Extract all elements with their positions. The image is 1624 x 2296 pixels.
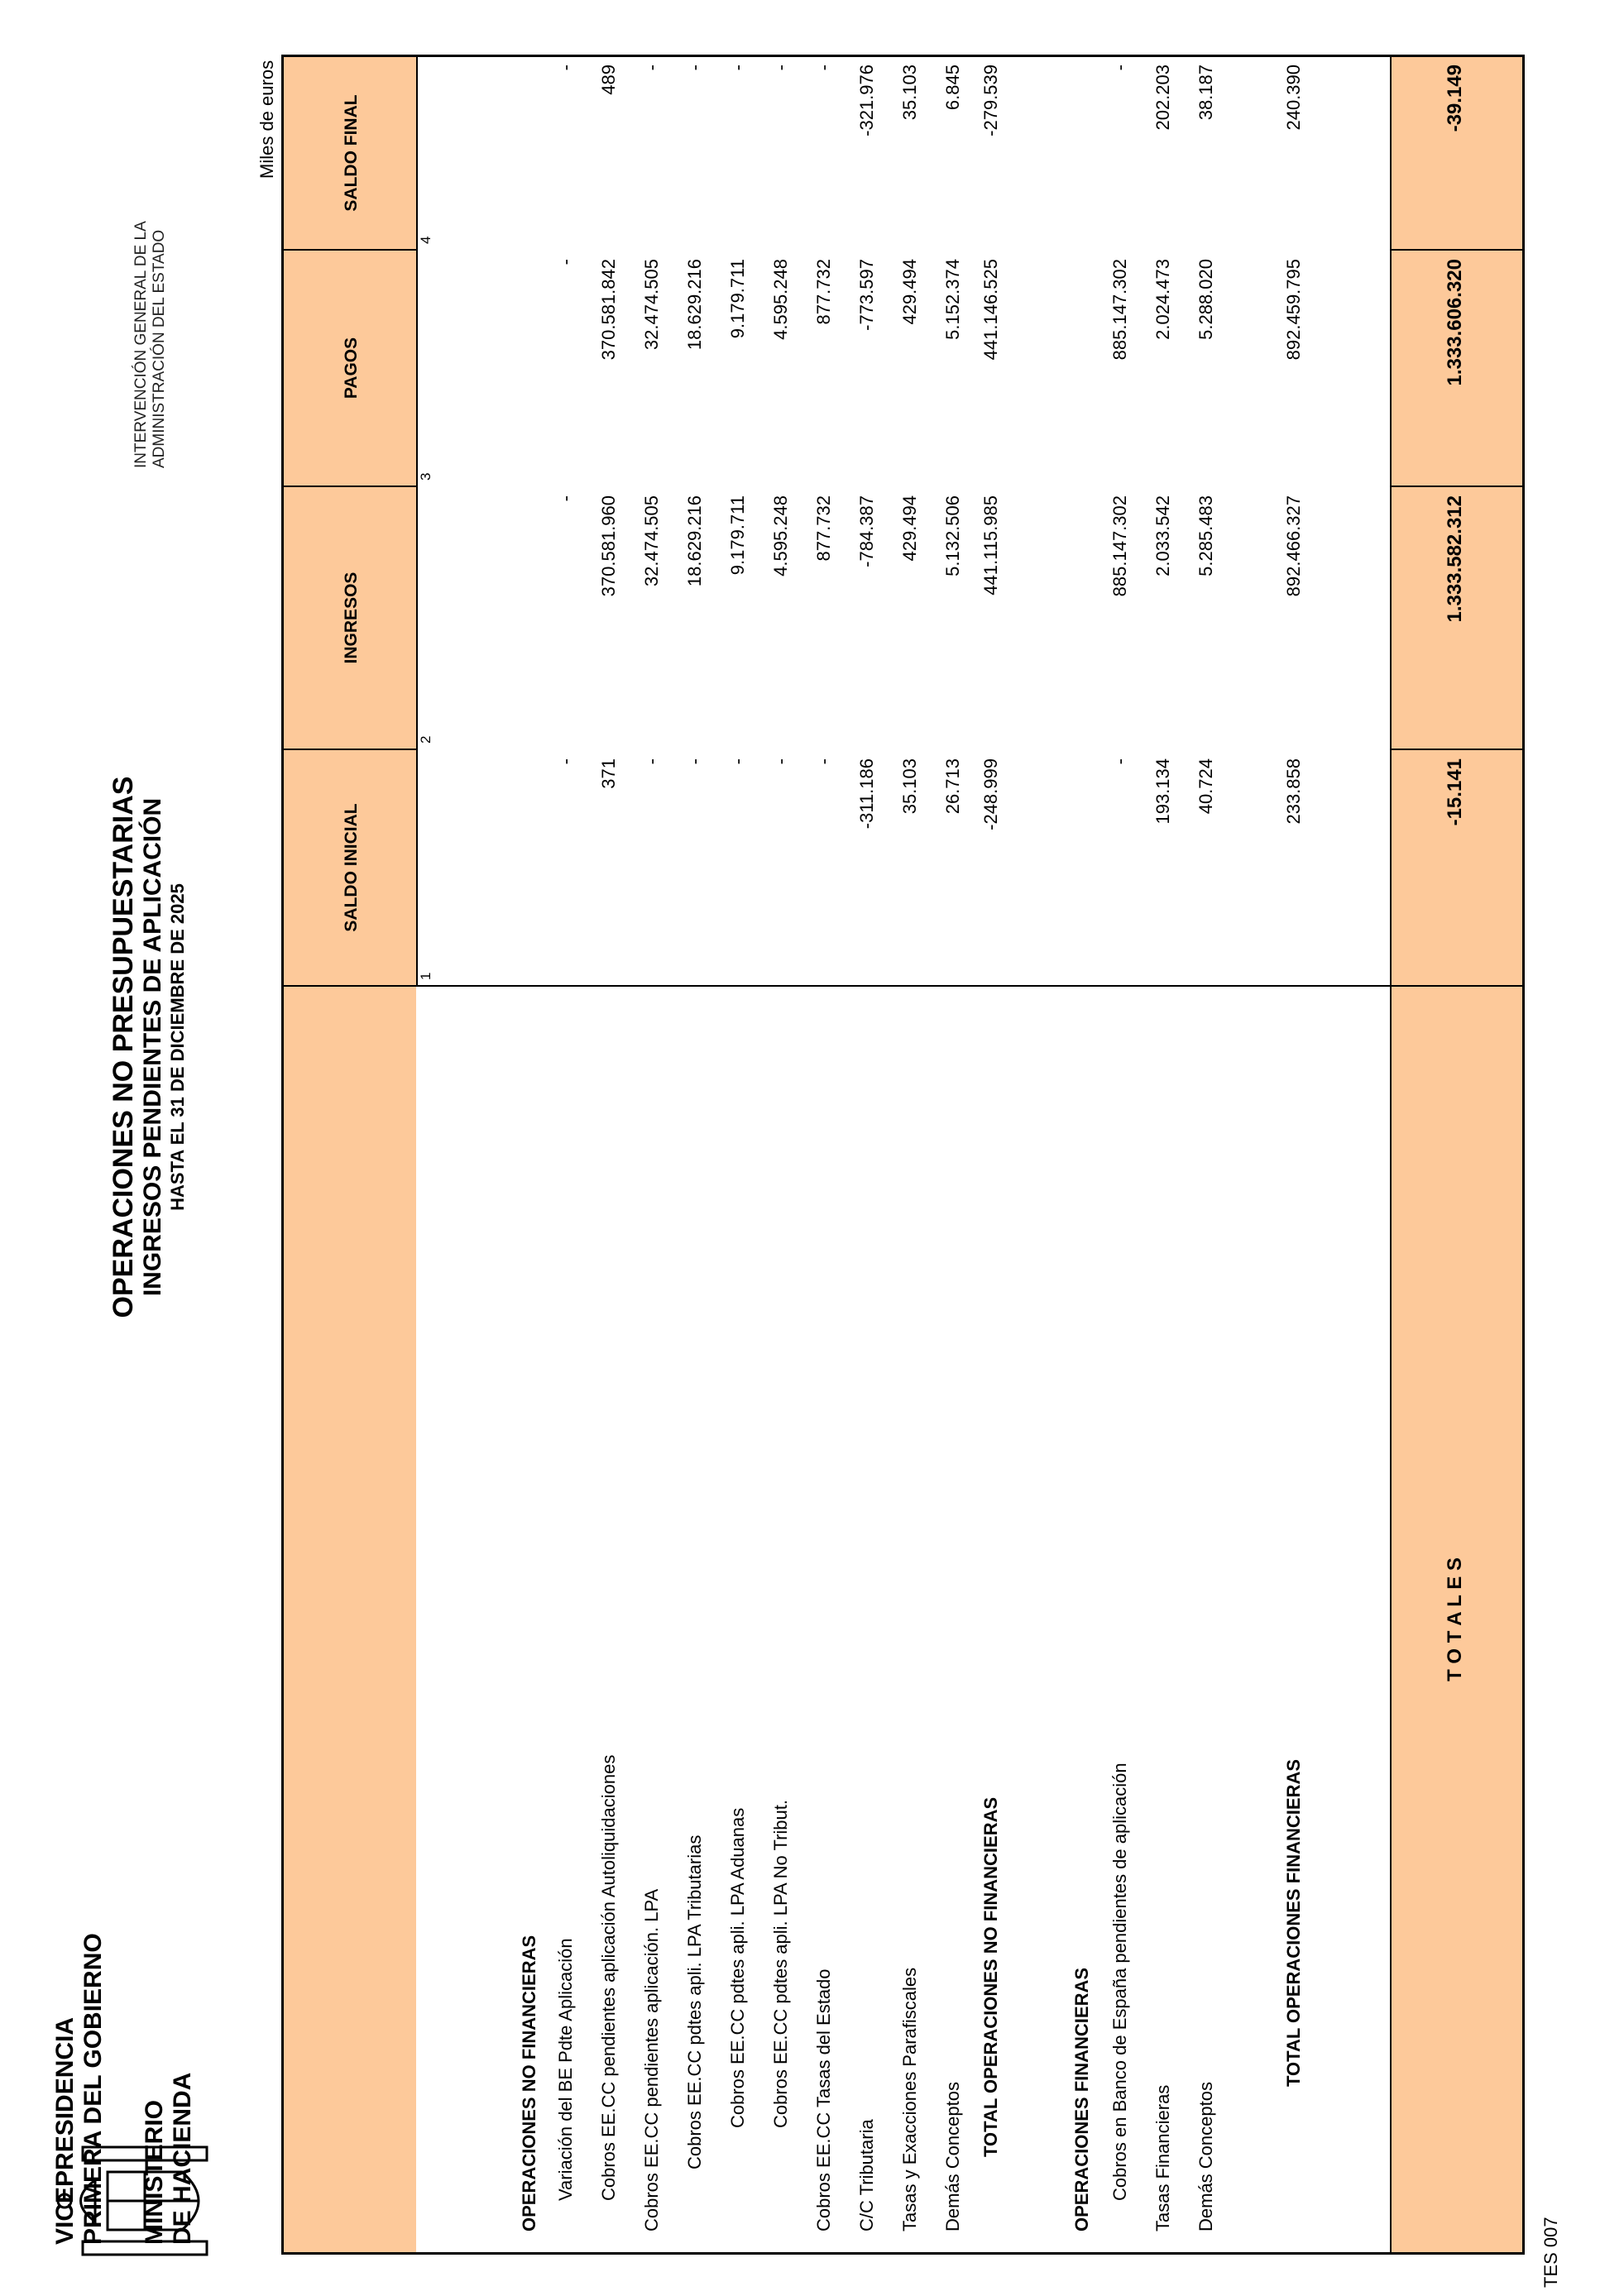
cell-saldo-final: -279.539 (980, 65, 1001, 136)
column-header-ingresos: INGRESOS (342, 572, 361, 664)
cell-ingresos: 9.179.711 (727, 495, 748, 576)
cell-pagos: 370.581.842 (598, 259, 619, 361)
cell-pagos: 5.152.374 (942, 259, 963, 340)
cell-pagos: - (555, 259, 576, 265)
header-ministerio: MINISTERIO (141, 2099, 168, 2245)
cell-saldo-final: 489 (598, 65, 619, 95)
cell-pagos: 32.474.505 (641, 259, 662, 351)
cell-ingresos: 2.033.542 (1152, 495, 1173, 576)
cell-saldo-final: 35.103 (899, 65, 920, 121)
cell-saldo-inicial: 26.713 (942, 758, 963, 815)
row-label: Demás Conceptos (1195, 2082, 1216, 2231)
cell-saldo-inicial: -248.999 (980, 758, 1001, 830)
cell-saldo-final: 240.390 (1283, 65, 1304, 131)
data-table (281, 55, 1525, 2255)
column-number-1: 1 (418, 972, 434, 980)
cell-pagos: 885.147.302 (1109, 259, 1130, 361)
row-label: Cobros EE.CC pendientes aplicación Autoliquidaciones (598, 1754, 619, 2201)
cell-pagos: 18.629.216 (684, 259, 705, 351)
igae-line1: INTERVENCIÓN GENERAL DE LA (132, 221, 150, 468)
cell-saldo-inicial: - (555, 758, 576, 765)
total-pagos: 1.333.606.320 (1444, 259, 1466, 386)
cell-pagos: 2.024.473 (1152, 259, 1173, 340)
row-label: Tasas y Exacciones Parafiscales (899, 1967, 920, 2231)
cell-saldo-final: - (813, 65, 834, 71)
cell-ingresos: 429.494 (899, 495, 920, 562)
cell-ingresos: - (555, 495, 576, 502)
row-label: Demás Conceptos (942, 2082, 963, 2231)
row-label: Cobros EE.CC Tasas del Estado (813, 1968, 834, 2231)
cell-pagos: 877.732 (813, 259, 834, 325)
header-de-hacienda: DE HACIENDA (169, 2072, 196, 2245)
cell-saldo-inicial: 233.858 (1283, 758, 1304, 825)
cell-pagos: 429.494 (899, 259, 920, 325)
cell-pagos: 4.595.248 (770, 259, 791, 340)
row-label-total: TOTAL OPERACIONES FINANCIERAS (1283, 1758, 1304, 2087)
cell-saldo-inicial: - (1109, 758, 1130, 765)
row-label: Variación del BE Pdte Aplicación (555, 1938, 576, 2201)
cell-saldo-inicial: 35.103 (899, 758, 920, 815)
cell-ingresos: 441.115.985 (980, 495, 1001, 596)
column-number-3: 3 (418, 472, 434, 481)
document-code: TES 007 (1540, 2217, 1561, 2288)
column-header-saldo-final: SALDO FINAL (342, 94, 361, 212)
cell-ingresos: 892.466.327 (1283, 495, 1304, 597)
cell-saldo-inicial: 193.134 (1152, 758, 1173, 825)
row-label: Cobros en Banco de España pendientes de aplicación (1109, 1763, 1130, 2201)
section-title-financieras: OPERACIONES FINANCIERAS (1071, 1967, 1092, 2231)
cell-saldo-inicial: - (641, 758, 662, 765)
row-label: C/C Tributaria (856, 2119, 877, 2231)
title-operaciones: OPERACIONES NO PRESUPUESTARIAS (108, 776, 139, 1318)
cell-pagos: 9.179.711 (727, 259, 748, 339)
row-label: Cobros EE.CC pdtes apli. LPA No Tribut. (770, 1800, 791, 2128)
cell-saldo-final: - (641, 65, 662, 71)
cell-ingresos: 885.147.302 (1109, 495, 1130, 597)
cell-saldo-inicial: - (770, 758, 791, 765)
total-saldo-inicial: -15.141 (1444, 758, 1466, 826)
title-ingresos-pendientes: INGRESOS PENDIENTES DE APLICACIÓN (139, 797, 166, 1297)
cell-saldo-final: 202.203 (1152, 65, 1173, 131)
cell-saldo-final: - (1109, 65, 1130, 71)
cell-ingresos: 370.581.960 (598, 495, 619, 597)
cell-ingresos: 5.132.506 (942, 495, 963, 576)
cell-saldo-inicial: 40.724 (1195, 758, 1216, 815)
cell-ingresos: -784.387 (856, 495, 877, 567)
cell-saldo-inicial: 371 (598, 758, 619, 789)
cell-saldo-final: 38.187 (1195, 65, 1216, 121)
row-label-total: TOTAL OPERACIONES NO FINANCIERAS (980, 1796, 1001, 2157)
cell-ingresos: 877.732 (813, 495, 834, 562)
cell-saldo-inicial: - (727, 758, 748, 765)
cell-saldo-inicial: - (813, 758, 834, 765)
cell-saldo-final: - (727, 65, 748, 71)
column-header-saldo-inicial: SALDO INICIAL (342, 803, 361, 932)
cell-saldo-final: 6.845 (942, 65, 963, 111)
cell-pagos: 892.459.795 (1283, 259, 1304, 361)
cell-saldo-final: - (555, 65, 576, 71)
title-fecha: HASTA EL 31 DE DICIEMBRE DE 2025 (167, 883, 188, 1211)
row-label: Cobros EE.CC pendientes aplicación. LPA (641, 1888, 662, 2231)
cell-saldo-final: - (684, 65, 705, 71)
units-label: Miles de euros (256, 60, 277, 179)
row-label: Cobros EE.CC pdtes apli. LPA Aduanas (727, 1807, 748, 2128)
total-saldo-final: -39.149 (1444, 65, 1466, 132)
header-vicepresidencia: VICEPRESIDENCIA (51, 2016, 79, 2245)
cell-saldo-final: - (770, 65, 791, 71)
totals-label: T O T A L E S (1444, 1557, 1466, 1681)
total-ingresos: 1.333.582.312 (1444, 495, 1466, 623)
column-header-pagos: PAGOS (342, 337, 361, 399)
cell-ingresos: 18.629.216 (684, 495, 705, 587)
column-number-2: 2 (418, 735, 434, 744)
cell-saldo-inicial: -311.186 (856, 758, 877, 830)
cell-pagos: -773.597 (856, 259, 877, 331)
cell-saldo-inicial: - (684, 758, 705, 765)
cell-ingresos: 5.285.483 (1195, 495, 1216, 576)
cell-pagos: 5.288.020 (1195, 259, 1216, 340)
cell-ingresos: 32.474.505 (641, 495, 662, 587)
row-label: Tasas Financieras (1152, 2084, 1173, 2231)
cell-pagos: 441.146.525 (980, 259, 1001, 361)
cell-ingresos: 4.595.248 (770, 495, 791, 576)
row-label: Cobros EE.CC pdtes apli. LPA Tributarias (684, 1834, 705, 2169)
column-number-4: 4 (418, 236, 434, 244)
section-title-no-financieras: OPERACIONES NO FINANCIERAS (519, 1935, 539, 2231)
igae-line2: ADMINISTRACIÓN DEL ESTADO (151, 229, 168, 468)
header-primera-gobierno: PRIMERA DEL GOBIERNO (79, 1933, 107, 2245)
cell-saldo-final: -321.976 (856, 65, 877, 136)
